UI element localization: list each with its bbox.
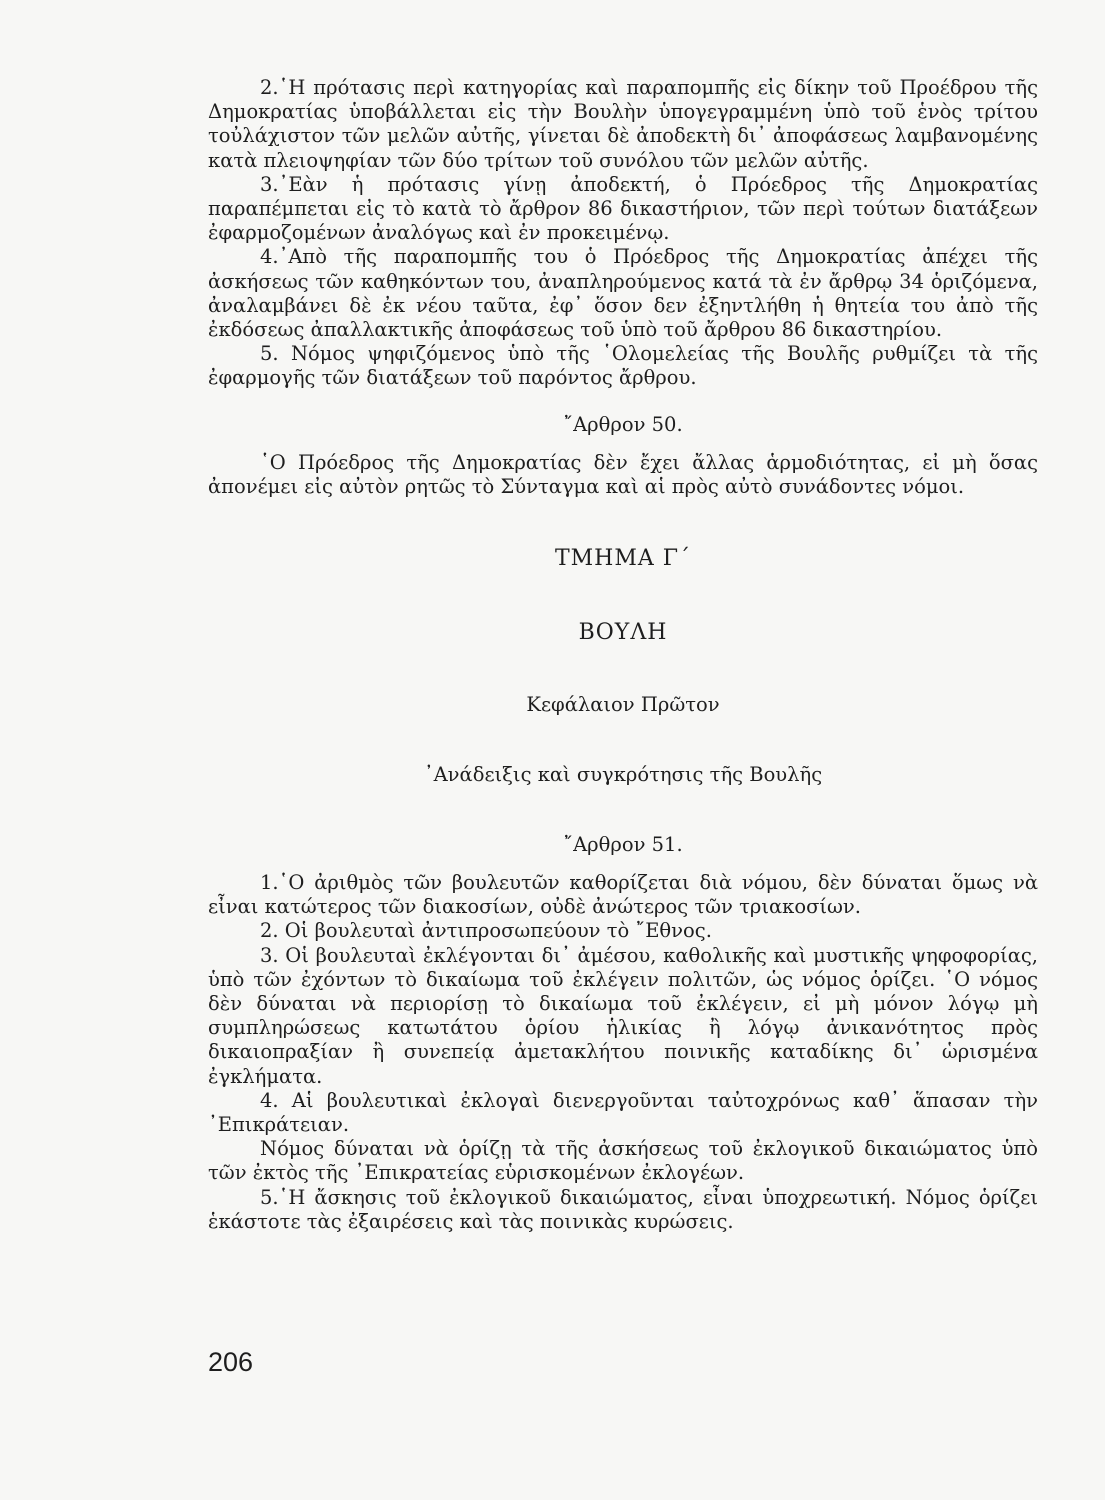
article-49-continuation (208, 76, 1038, 391)
article-49-paragraph-4: 4.᾽Απὸ τῆς παραπομπῆς του ὁ Πρόεδρος τῆς Δημοκρατίας ἀπέχει τῆς ἀσκήσεως τῶν καθηκόντων του, ἀναπληρούμενος κατά τὰ ἐν ἄρθρῳ 34 ὁριζόμενα, ἀναλαμβάνει δὲ ἐκ νέου ταῦτα, ἐφ᾽ ὅσον δεν ἐξηντλήθη ἡ θητεία του ἀπὸ τῆς ἐκδόσεως ἀπαλλακτικῆς ἀποφάσεως τοῦ ὑπὸ τοῦ ἄρθρου 86 δικαστηρίου. (208, 245, 1038, 342)
article-49-paragraph-3: 3.᾽Εὰν ἡ πρότασις γίνῃ ἀποδεκτή, ὁ Πρόεδρος τῆς Δημοκρατίας παραπέμπεται εἰς τὸ κατὰ τὸ ἄρθρον 86 δικαστήριον, τῶν περὶ τούτων διατάξεων ἐφαρμοζομένων ἀναλόγως καὶ ἐν προκειμένῳ. (208, 172, 1038, 245)
chapter-label: Κεφάλαιον Πρῶτον (526, 693, 720, 717)
article-51-paragraph-2: 2. Οἱ βουλευταὶ ἀντιπροσωπεύουν τὸ ῎Εθνος. (260, 919, 712, 943)
article-51-paragraph-4b: Νόμος δύναται νὰ ὁρίζῃ τὰ τῆς ἀσκήσεως τοῦ ἐκλογικοῦ δικαιώματος ὑπὸ τῶν ἐκτὸς τῆς ᾽Επικρατείας εὑρισκομένων ἐκλογέων. (208, 1137, 1038, 1185)
article-51-heading: ῎Αρθρον 51. (563, 833, 683, 857)
section-subtitle: ΒΟΥΛΗ (578, 620, 668, 646)
article-50-heading: ῎Αρθρον 50. (563, 412, 683, 436)
article-50-text: ῾Ο Πρόεδρος τῆς Δημοκρατίας δὲν ἔχει ἄλλας ἁρμοδιότητας, εἰ μὴ ὅσας ἀπονέμει εἰς αὐτὸν ρητῶς τὸ Σύνταγμα καὶ αἱ πρὸς αὐτὸ συνάδοντες νόμοι. (208, 450, 1038, 498)
article-51-paragraph-4: 4. Αἱ βουλευτικαὶ ἐκλογαὶ διενεργοῦνται ταὐτοχρόνως καθ᾽ ἅπασαν τὴν ᾽Επικράτειαν. (208, 1088, 1038, 1137)
chapter-title: ᾽Ανάδειξις καὶ συγκρότησις τῆς Βουλῆς (423, 763, 823, 787)
article-51-paragraph-5: 5.῾Η ἄσκησις τοῦ ἐκλογικοῦ δικαιώματος, εἶναι ὑποχρεωτική. Νόμος ὁρίζει ἑκάστοτε τὰς ἐξαιρέσεις καὶ τὰς ποινικὰς κυρώσεις. (208, 1185, 1038, 1233)
article-49-paragraph-2: 2.῾Η πρότασις περὶ κατηγορίας καὶ παραπομπῆς εἰς δίκην τοῦ Προέδρου τῆς Δημοκρατίας ὑποβάλλεται εἰς τὴν Βουλὴν ὑπογεγραμμένη ὑπὸ τοῦ ἑνὸς τρίτου τοὐλάχιστον τῶν μελῶν αὐτῆς, γίνεται δὲ ἀποδεκτὴ δι᾽ ἀποφάσεως λαμβανομένης κατὰ πλειοψηφίαν τῶν δύο τρίτων τοῦ συνόλου τῶν μελῶν αὐτῆς. (208, 76, 1038, 172)
article-51-body (208, 871, 1038, 1234)
section-title: ΤΜΗΜΑ Γ΄ (554, 546, 692, 572)
page-body (208, 76, 1038, 1456)
article-51-paragraph-1: 1.῾Ο ἀριθμὸς τῶν βουλευτῶν καθορίζεται διὰ νόμου, δὲν δύναται ὅμως νὰ εἶναι κατώτερος τῶν διακοσίων, οὐδὲ ἀνώτερος τῶν τριακοσίων. (208, 871, 1038, 919)
article-51-paragraph-3: 3. Οἱ βουλευταὶ ἐκλέγονται δι᾽ ἀμέσου, καθολικῆς καὶ μυστικῆς ψηφοφορίας, ὑπὸ τῶν ἐχόντων τὸ δικαίωμα τοῦ ἐκλέγειν πολιτῶν, ὡς νόμος ὁρίζει. ῾Ο νόμος δὲν δύναται νὰ περιορίσῃ τὸ δικαίωμα τοῦ ἐκλέγειν, εἰ μὴ μόνον λόγῳ μὴ συμπληρώσεως κατωτάτου ὁρίου ἡλικίας ἢ λόγῳ ἀνικανότητος πρὸς δικαιοπραξίαν ἢ συνεπείᾳ ἀμετακλήτου ποινικῆς καταδίκης δι᾽ ὡρισμένα ἐγκλήματα. (208, 943, 1038, 1088)
page-number: 206 (208, 1347, 254, 1377)
article-49-paragraph-5: 5. Νόμος ψηφιζόμενος ὑπὸ τῆς ῾Ολομελείας τῆς Βουλῆς ρυθμίζει τὰ τῆς ἐφαρμογῆς τῶν διατάξεων τοῦ παρόντος ἄρθρου. (208, 342, 1038, 390)
